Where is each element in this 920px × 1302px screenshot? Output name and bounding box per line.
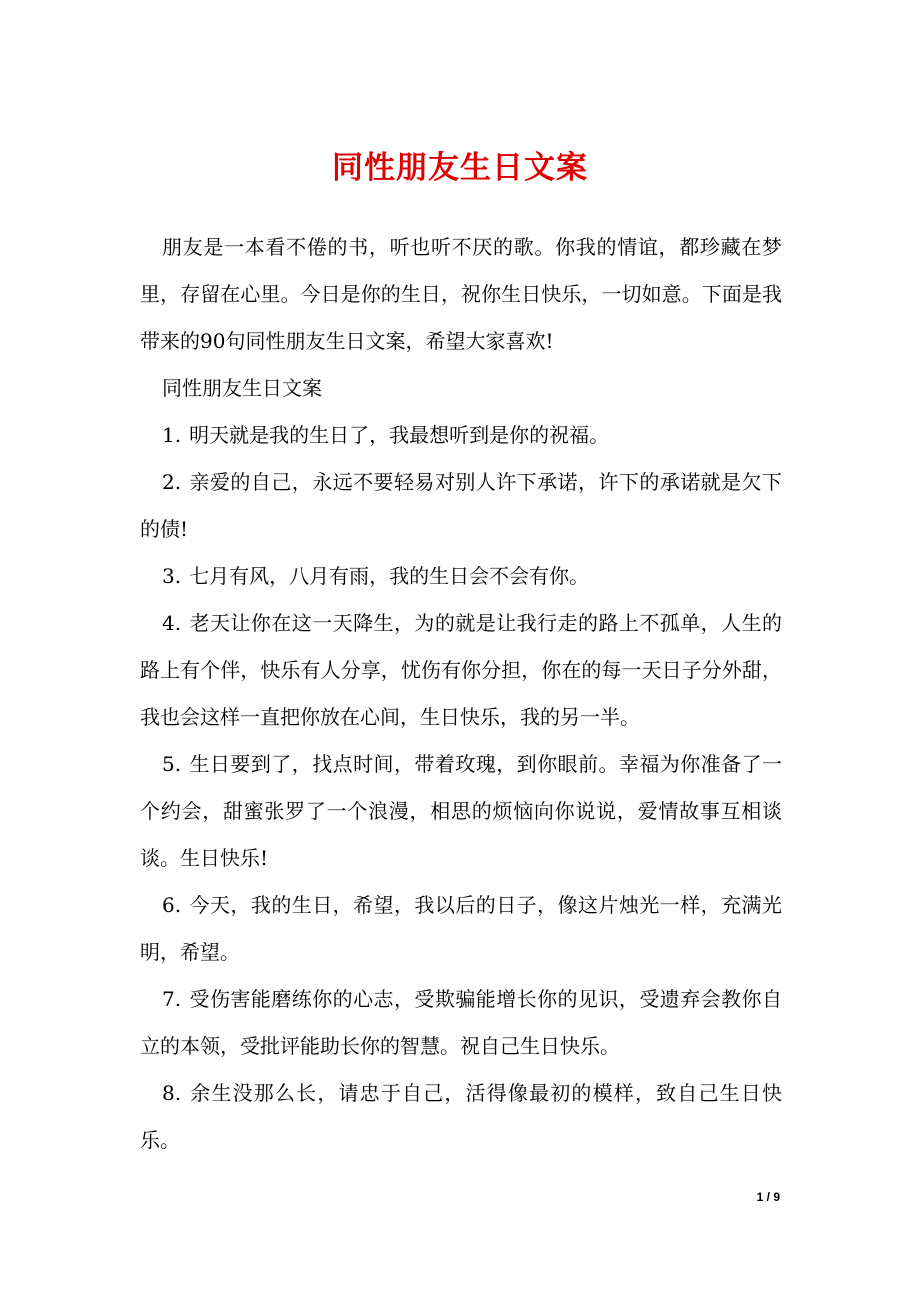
page-indicator: 1 / 9 — [756, 1190, 780, 1204]
list-item — [140, 882, 782, 976]
list-item — [140, 600, 782, 741]
list-item-text: 亲爱的自己，永远不要轻易对别人许下承诺，许下的承诺就是欠下的债! — [140, 470, 782, 541]
list-item-number: 4. — [162, 611, 182, 635]
list-item-number: 7. — [162, 987, 182, 1011]
list-item — [140, 1070, 782, 1164]
list-item — [140, 741, 782, 882]
list-item-number: 6. — [162, 893, 182, 917]
list-item-text: 受伤害能磨练你的心志，受欺骗能增长你的见识，受遗弃会教你自立的本领，受批评能助长你的智慧。祝自己生日快乐。 — [140, 987, 782, 1058]
list-item-text: 今天，我的生日，希望，我以后的日子，像这片烛光一样，充满光明，希望。 — [140, 893, 782, 964]
list-item-text: 生日要到了，找点时间，带着玫瑰，到你眼前。幸福为你准备了一个约会，甜蜜张罗了一个浪漫，相思的烦恼向你说说，爱情故事互相谈谈。生日快乐! — [140, 752, 782, 870]
list-item-text: 老天让你在这一天降生，为的就是让我行走的路上不孤单，人生的路上有个伴，快乐有人分享，忧伤有你分担，你在的每一天日子分外甜，我也会这样一直把你放在心间，生日快乐，我的另一半。 — [140, 611, 782, 729]
list-item — [140, 553, 782, 600]
list-item-number: 2. — [162, 470, 182, 494]
document-body — [140, 224, 782, 1164]
list-item — [140, 412, 782, 459]
list-item-number: 1. — [162, 423, 182, 447]
list-item-text: 明天就是我的生日了，我最想听到是你的祝福。 — [189, 423, 610, 447]
list-item-text: 七月有风，八月有雨，我的生日会不会有你。 — [189, 564, 590, 588]
list-item — [140, 976, 782, 1070]
section-heading: 同性朋友生日文案 — [162, 376, 322, 400]
list-item-number: 3. — [162, 564, 182, 588]
list-item — [140, 459, 782, 553]
list-item-number: 5. — [162, 752, 182, 776]
list-item-text: 余生没那么长，请忠于自己，活得像最初的模样，致自己生日快乐。 — [140, 1081, 782, 1152]
document-title: 同性朋友生日文案 — [332, 150, 588, 186]
intro-paragraph: 朋友是一本看不倦的书，听也听不厌的歌。你我的情谊，都珍藏在梦里，存留在心里。今日是你的生日，祝你生日快乐，一切如意。下面是我带来的90句同性朋友生日文案，希望大家喜欢! — [140, 235, 782, 353]
list-item-number: 8. — [162, 1081, 182, 1105]
